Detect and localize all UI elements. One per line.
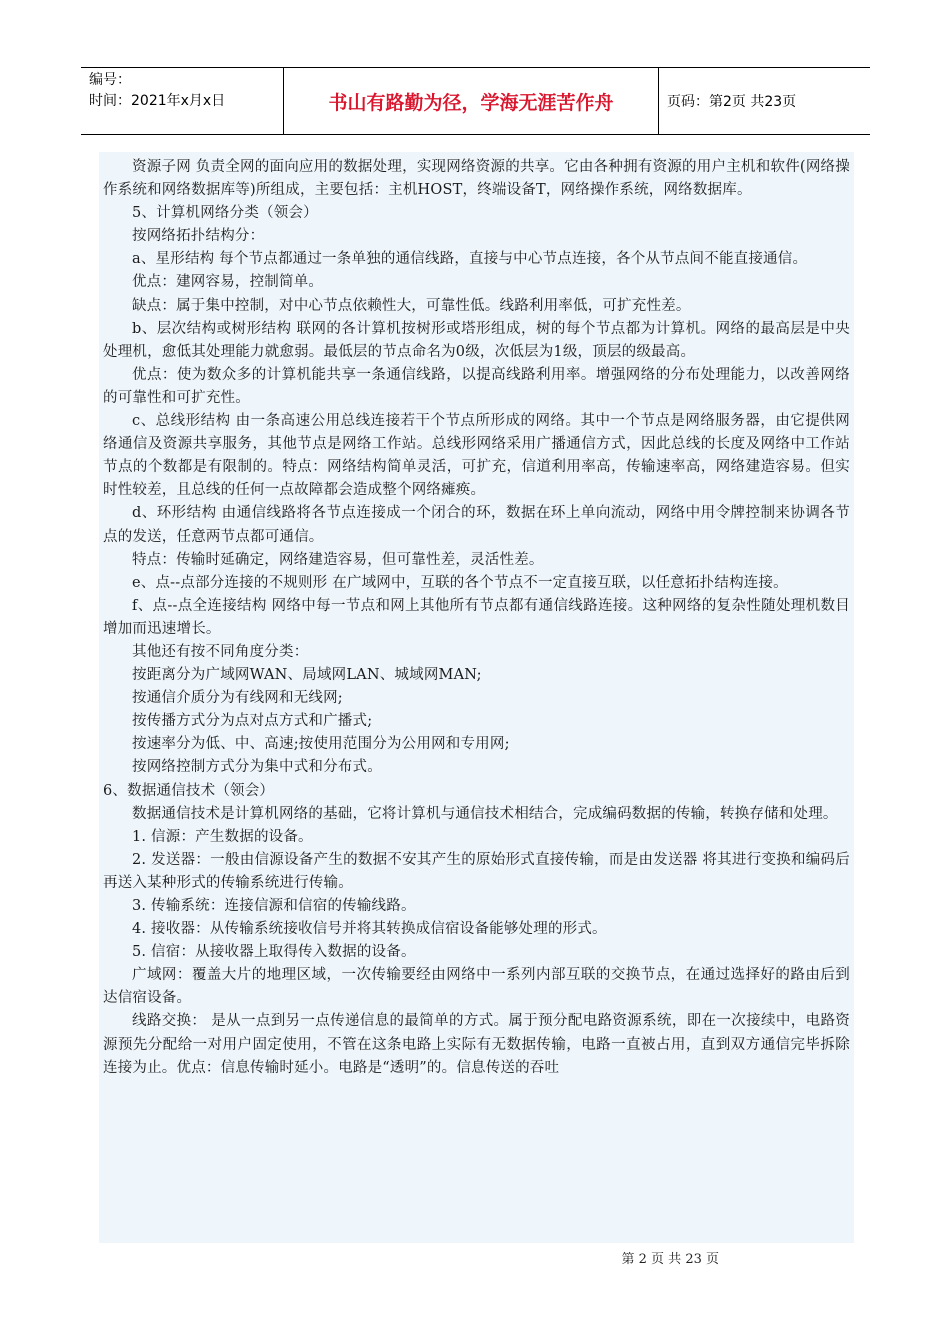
body-paragraph: 按距离分为广域网WAN、局域网LAN、城域网MAN;: [132, 667, 482, 684]
body-paragraph: 5、计算机网络分类（领会）: [132, 205, 318, 222]
body-paragraph: 缺点：属于集中控制，对中心节点依赖性大，可靠性低。线路利用率低，可扩充性差。: [132, 297, 691, 314]
page-footer: [0, 1248, 950, 1267]
body-paragraph: 线路交换： 是从一点到另一点传递信息的最简单的方式。属于预分配电路资源系统，即在一次接续中，电路资源预先分配给一对用户固定使用，不管在这条电路上实际有无数据传输，电路一直被占用，直到双方通信完毕拆除连接为止。优点：信息传输时延小。电路是“透明”的。信息传送的吞吐: [103, 1013, 850, 1076]
body-paragraph: 优点：使为数众多的计算机能共享一条通信线路，以提高线路利用率。增强网络的分布处理能力，以改善网络的可靠性和可扩充性。: [103, 366, 850, 406]
body-paragraph: b、层次结构或树形结构 联网的各计算机按树形或塔形组成，树的每个节点都为计算机。网络的最高层是中央处理机，愈低其处理能力就愈弱。最低层的节点命名为0级，次低层为1级，顶层的级最高。: [103, 320, 850, 360]
page-info-text: 页码：第2页 共23页: [667, 94, 797, 110]
body-paragraph: 资源子网 负责全网的面向应用的数据处理，实现网络资源的共享。它由各种拥有资源的用户主机和软件(网络操作系统和网络数据库等)所组成，主要包括：主机HOST，终端设备T，网络操作系统，网络数据库。: [103, 159, 850, 199]
body-paragraph: c、总线形结构 由一条高速公用总线连接若干个节点所形成的网络。其中一个节点是网络服务器，由它提供网络通信及资源共享服务，其他节点是网络工作站。总线形网络采用广播通信方式，因此总线的长度及网络中工作站节点的个数都是有限制的。特点：网络结构简单灵活，可扩充，信道利用率高，传输速率高，网络建造容易。但实时性较差，且总线的任何一点故障都会造成整个网络瘫痪。: [103, 413, 850, 499]
body-paragraph: 广域网：覆盖大片的地理区域，一次传输要经由网络中一系列内部互联的交换节点，在通过选择好的路由后到达信宿设备。: [103, 967, 850, 1007]
body-paragraph: 按网络控制方式分为集中式和分布式。: [132, 759, 382, 776]
body-paragraph: 按通信介质分为有线网和无线网;: [132, 690, 343, 707]
body-paragraph: f、点--点全连接结构 网络中每一节点和网上其他所有节点都有通信线路连接。这种网络的复杂性随处理机数目增加而迅速增长。: [103, 597, 850, 637]
header-motto: [283, 68, 659, 134]
body-paragraph: 按速率分为低、中、高速;按使用范围分为公用网和专用网;: [132, 736, 510, 753]
document-body: [99, 152, 854, 1243]
body-paragraph: 3. 传输系统：连接信源和信宿的传输线路。: [132, 898, 416, 914]
body-paragraph: 数据通信技术是计算机网络的基础，它将计算机与通信技术相结合，完成编码数据的传输，转换存储和处理。: [132, 805, 838, 822]
body-paragraph: a、星形结构 每个节点都通过一条单独的通信线路，直接与中心节点连接，各个从节点间不能直接通信。: [132, 251, 808, 268]
body-paragraph: d、环形结构 由通信线路将各节点连接成一个闭合的环，数据在环上单向流动，网络中用令牌控制来协调各节点的发送，任意两节点都可通信。: [103, 505, 850, 545]
header-meta: [81, 68, 283, 134]
date-label: 时间：2021年x月x日: [89, 93, 226, 109]
body-paragraph: 4. 接收器：从传输系统接收信号并将其转换成信宿设备能够处理的形式。: [132, 921, 607, 938]
code-label: 编号：: [89, 72, 131, 88]
body-paragraph: 1. 信源：产生数据的设备。: [132, 828, 313, 845]
body-paragraph: 按传播方式分为点对点方式和广播式;: [132, 713, 373, 730]
motto-text: 书山有路勤为径，学海无涯苦作舟: [328, 91, 614, 114]
footer-page-number: 第 2 页 共 23 页: [621, 1252, 719, 1267]
body-paragraph: 5. 信宿：从接收器上取得传入数据的设备。: [132, 944, 416, 961]
body-paragraph: e、点--点部分连接的不规则形 在广域网中，互联的各个节点不一定直接互联，以任意拓扑结构连接。: [132, 574, 788, 591]
body-paragraph: 特点：传输时延确定，网络建造容易，但可靠性差，灵活性差。: [132, 551, 544, 568]
body-paragraph: 6、数据通信技术（领会）: [103, 782, 275, 799]
body-paragraph: 按网络拓扑结构分：: [132, 228, 265, 245]
page-header: [81, 67, 870, 135]
body-paragraph: 其他还有按不同角度分类：: [132, 643, 309, 660]
header-page-info: [659, 68, 870, 134]
body-paragraph: 2. 发送器：一般由信源设备产生的数据不安其产生的原始形式直接传输，而是由发送器 将其进行变换和编码后再送入某种形式的传输系统进行传输。: [103, 851, 850, 891]
body-paragraph: 优点：建网容易，控制简单。: [132, 274, 324, 291]
